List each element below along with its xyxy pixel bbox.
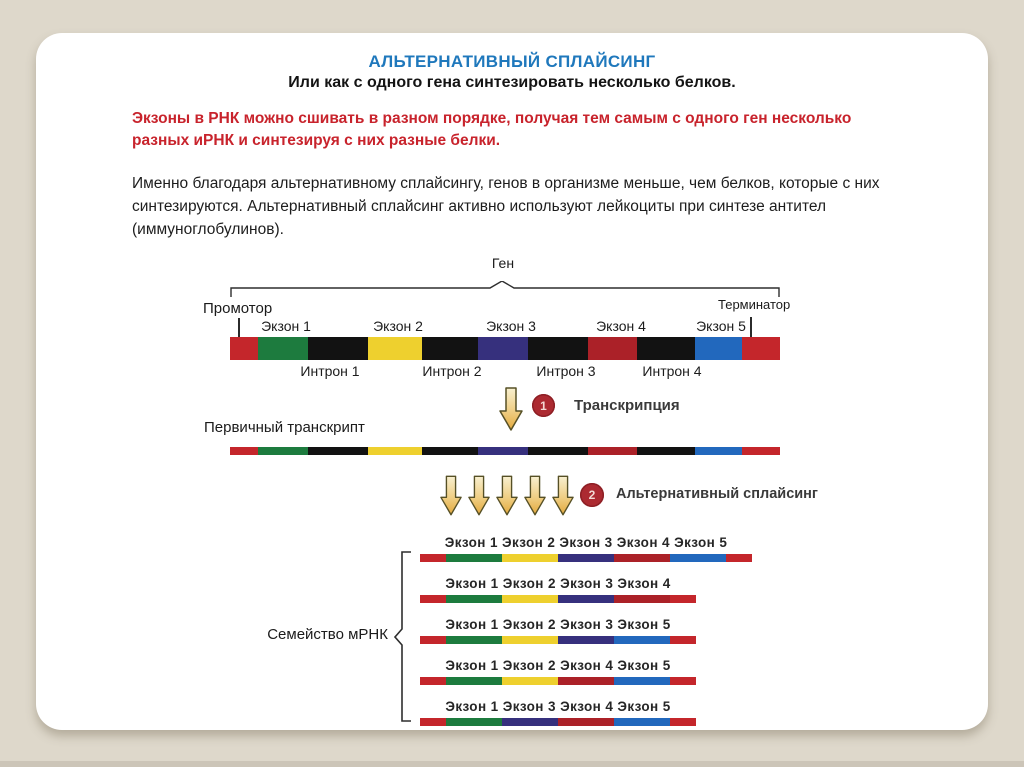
mrna-exon-labels: Экзон 1 Экзон 2 Экзон 3 Экзон 5 xyxy=(445,617,671,632)
cap-left-segment xyxy=(420,554,446,562)
exon-4-segment xyxy=(588,337,637,360)
exon-5-segment xyxy=(695,337,742,360)
intron-label-2: Интрон 2 xyxy=(422,363,482,379)
slide-title: АЛЬТЕРНАТИВНЫЙ СПЛАЙСИНГ xyxy=(368,52,656,71)
exon-5-segment xyxy=(614,636,670,644)
cap-right-segment xyxy=(670,677,696,685)
exon-2-segment xyxy=(502,554,558,562)
gene-bar xyxy=(230,337,780,360)
transcription-arrow xyxy=(498,387,524,436)
step-2-label: Альтернативный сплайсинг xyxy=(616,486,818,502)
mrna-family-label: Семейство мРНК xyxy=(267,626,388,643)
paragraph-red: Экзоны в РНК можно сшивать в разном порядке, получая тем самым с одного ген несколько разных иРНК и синтезируя с них разные белки. xyxy=(132,110,852,149)
exon-1-segment xyxy=(258,337,308,360)
exon-3-segment xyxy=(558,595,614,603)
exon-label-1: Экзон 1 xyxy=(261,318,311,334)
mrna-row xyxy=(420,657,752,685)
slide-subtitle: Или как с одного гена синтезировать несколько белков. xyxy=(288,74,736,91)
intron-label-3: Интрон 3 xyxy=(536,363,596,379)
promoter-tick xyxy=(238,318,240,338)
mrna-family-brace xyxy=(394,551,414,723)
mrna-bar xyxy=(420,554,752,562)
terminator-segment xyxy=(742,447,780,455)
exon-1-segment xyxy=(446,595,502,603)
intron-3-segment xyxy=(528,447,588,455)
intron-2-segment xyxy=(422,337,478,360)
bottom-edge xyxy=(0,761,1024,767)
mrna-exon-labels: Экзон 1 Экзон 2 Экзон 3 Экзон 4 xyxy=(445,576,671,591)
exon-2-segment xyxy=(502,595,558,603)
step-1-label: Транскрипция xyxy=(574,397,680,414)
mrna-row xyxy=(420,698,752,726)
exon-2-segment xyxy=(368,337,422,360)
exon-3-segment xyxy=(478,447,528,455)
exon-label-4: Экзон 4 xyxy=(596,318,646,334)
mrna-exon-labels: Экзон 1 Экзон 2 Экзон 3 Экзон 4 Экзон 5 xyxy=(444,535,728,550)
exon-1-segment xyxy=(446,677,502,685)
intron-3-segment xyxy=(528,337,588,360)
mrna-exon-labels: Экзон 1 Экзон 2 Экзон 4 Экзон 5 xyxy=(445,658,671,673)
intron-4-segment xyxy=(637,337,695,360)
exon-4-segment xyxy=(558,677,614,685)
intron-4-segment xyxy=(637,447,695,455)
mrna-list xyxy=(420,534,752,739)
exon-3-segment xyxy=(558,636,614,644)
exon-1-segment xyxy=(258,447,308,455)
mrna-exon-labels: Экзон 1 Экзон 3 Экзон 4 Экзон 5 xyxy=(445,699,671,714)
exon-5-segment xyxy=(670,554,726,562)
exon-3-segment xyxy=(502,718,558,726)
mrna-bar xyxy=(420,595,696,603)
exon-5-segment xyxy=(614,718,670,726)
splicing-arrows xyxy=(440,472,574,519)
terminator-label: Терминатор xyxy=(718,297,791,312)
mrna-row xyxy=(420,616,752,644)
down-arrow-icon xyxy=(524,472,546,519)
exon-label-5: Экзон 5 xyxy=(696,318,746,334)
paragraph-black: Именно благодаря альтернативному сплайсингу, генов в организме меньше, чем белков, которые с них синтезируются. Альтернативный сплайсинг активно используют лейкоциты при синтезе антител (иммуноглобулинов). xyxy=(132,175,880,238)
intron-2-segment xyxy=(422,447,478,455)
exon-label-3: Экзон 3 xyxy=(486,318,536,334)
promoter-label: Промотор xyxy=(203,300,273,317)
cap-left-segment xyxy=(420,677,446,685)
exon-2-segment xyxy=(502,677,558,685)
exon-3-segment xyxy=(558,554,614,562)
exon-2-segment xyxy=(368,447,422,455)
exon-3-segment xyxy=(478,337,528,360)
exon-5-segment xyxy=(614,677,670,685)
step-2-badge: 2 xyxy=(580,483,604,507)
down-arrow-icon xyxy=(468,472,490,519)
primary-transcript-bar xyxy=(230,447,780,455)
cap-left-segment xyxy=(420,718,446,726)
down-arrow-icon xyxy=(440,472,462,519)
cap-right-segment xyxy=(670,636,696,644)
terminator-segment xyxy=(742,337,780,360)
exon-4-segment xyxy=(558,718,614,726)
step-1-badge: 1 xyxy=(532,394,555,417)
exon-4-segment xyxy=(614,595,670,603)
promoter-segment xyxy=(230,447,258,455)
promoter-segment xyxy=(230,337,258,360)
mrna-row xyxy=(420,534,752,562)
cap-right-segment xyxy=(670,718,696,726)
intron-label-4: Интрон 4 xyxy=(642,363,702,379)
exon-1-segment xyxy=(446,718,502,726)
cap-right-segment xyxy=(726,554,752,562)
exon-4-segment xyxy=(614,554,670,562)
cap-left-segment xyxy=(420,636,446,644)
gene-brace xyxy=(230,281,780,299)
exon-label-2: Экзон 2 xyxy=(373,318,423,334)
exon-1-segment xyxy=(446,554,502,562)
intron-1-segment xyxy=(308,337,368,360)
down-arrow-icon xyxy=(498,387,524,431)
intron-label-1: Интрон 1 xyxy=(300,363,360,379)
exon-1-segment xyxy=(446,636,502,644)
cap-right-segment xyxy=(670,595,696,603)
down-arrow-icon xyxy=(496,472,518,519)
mrna-row xyxy=(420,575,752,603)
down-arrow-icon xyxy=(552,472,574,519)
mrna-bar xyxy=(420,636,696,644)
mrna-bar xyxy=(420,677,696,685)
exon-4-segment xyxy=(588,447,637,455)
exon-5-segment xyxy=(695,447,742,455)
mrna-bar xyxy=(420,718,696,726)
exon-2-segment xyxy=(502,636,558,644)
gene-label: Ген xyxy=(491,255,515,271)
primary-transcript-label: Первичный транскрипт xyxy=(204,419,365,436)
intron-1-segment xyxy=(308,447,368,455)
cap-left-segment xyxy=(420,595,446,603)
